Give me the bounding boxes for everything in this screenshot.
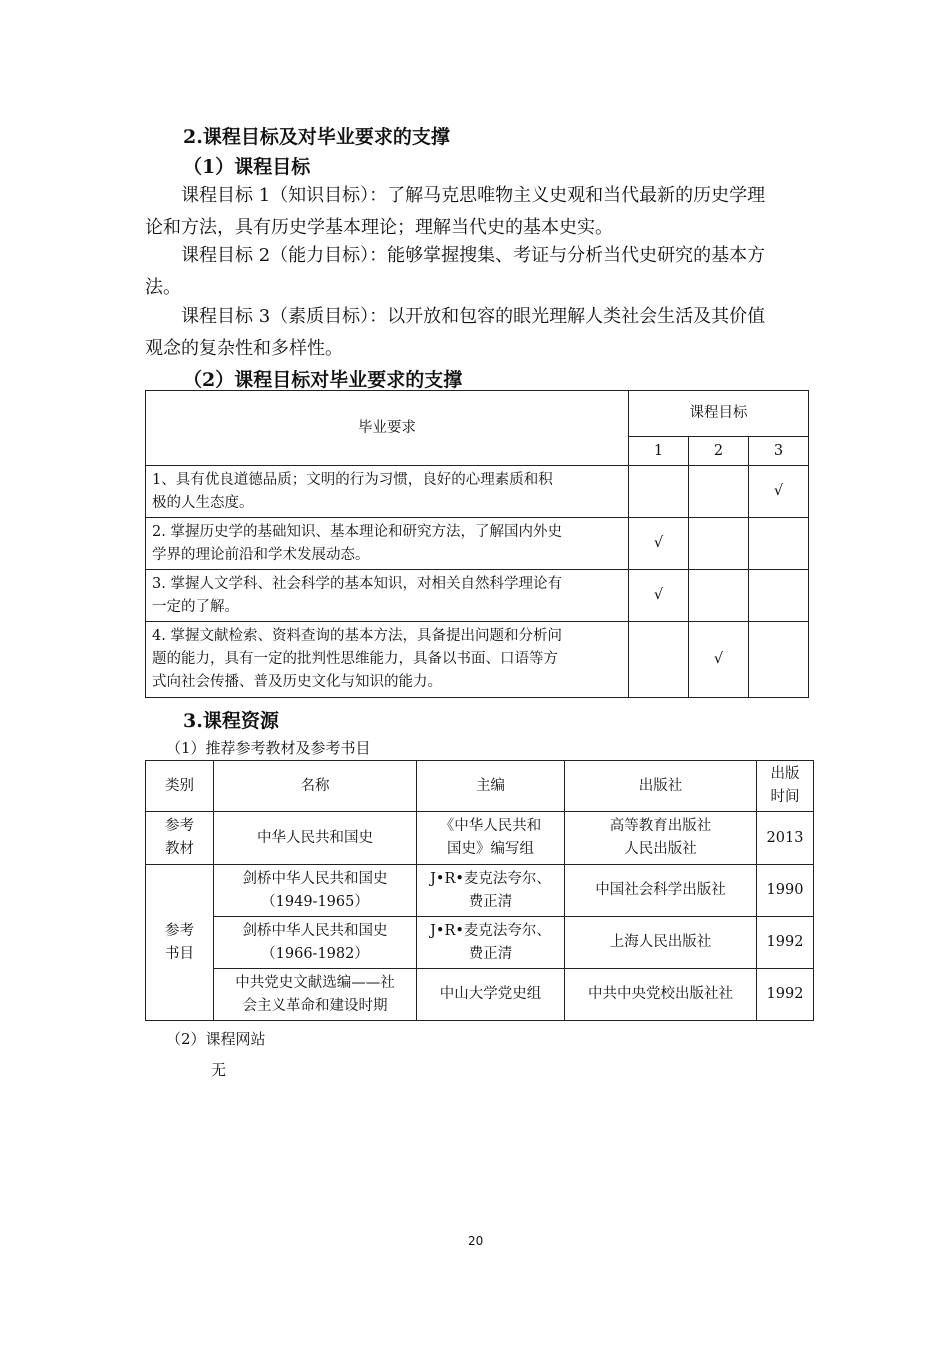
header-year — [757, 761, 814, 812]
name-line: 中共党史文献选编——社 — [235, 974, 395, 991]
goal-number-3: 3 — [749, 437, 809, 466]
table-row — [146, 622, 809, 698]
table-row — [146, 518, 809, 570]
requirement-text — [146, 518, 629, 570]
check-mark — [689, 570, 749, 622]
goal1-line1: 课程目标 1（知识目标）：了解马克思唯物主义史观和当代最新的历史学理 — [181, 185, 766, 206]
book-name — [214, 917, 417, 969]
table-row — [146, 812, 814, 865]
section-heading-course-resources: 3.课程资源 — [183, 710, 279, 732]
check-mark: √ — [749, 466, 809, 518]
category-line: 教材 — [165, 841, 194, 857]
check-mark — [749, 518, 809, 570]
subheading-reference-books: （1）推荐参考教材及参考书目 — [166, 739, 371, 757]
page-number: 20 — [468, 1234, 484, 1248]
requirement-text — [146, 622, 629, 698]
header-name: 名称 — [214, 761, 417, 812]
check-mark — [629, 622, 689, 698]
name-line: 剑桥中华人民共和国史 — [242, 870, 388, 887]
goal-number-1: 1 — [629, 437, 689, 466]
book-name — [214, 969, 417, 1021]
header-publisher: 出版社 — [565, 761, 757, 812]
requirement-line: 2. 掌握历史学的基础知识、基本理论和研究方法，了解国内外史 — [152, 523, 562, 540]
editor-line: 国史》编写组 — [447, 841, 534, 857]
header-graduation-requirement: 毕业要求 — [146, 391, 629, 466]
course-website-value: 无 — [211, 1061, 227, 1079]
check-mark — [629, 466, 689, 518]
book-editor — [417, 865, 565, 917]
category-cell — [146, 812, 214, 865]
book-editor — [417, 917, 565, 969]
category-line: 书目 — [165, 945, 194, 962]
name-line: 剑桥中华人民共和国史 — [242, 922, 388, 939]
goal1-line2: 论和方法，具有历史学基本理论；理解当代史的基本史实。 — [145, 217, 613, 238]
book-name: 中华人民共和国史 — [214, 812, 417, 865]
goal3-paragraph — [145, 301, 805, 365]
goal2-line1: 课程目标 2（能力目标）：能够掌握搜集、考证与分析当代史研究的基本方 — [181, 245, 766, 266]
name-line: （1966-1982） — [261, 945, 369, 962]
name-line: （1949-1965） — [261, 893, 369, 910]
check-mark — [749, 622, 809, 698]
header-category: 类别 — [146, 761, 214, 812]
requirement-line: 一定的了解。 — [152, 598, 239, 615]
subheading-course-goals: （1）课程目标 — [183, 156, 311, 178]
check-mark: √ — [629, 570, 689, 622]
editor-line: 费正清 — [468, 945, 513, 962]
header-editor: 主编 — [417, 761, 565, 812]
book-editor — [417, 812, 565, 865]
goal2-paragraph — [145, 240, 805, 304]
requirement-line: 3. 掌握人文学科、社会科学的基本知识，对相关自然科学理论有 — [152, 575, 562, 592]
header-course-goals: 课程目标 — [629, 391, 809, 437]
requirement-line: 题的能力，具有一定的批判性思维能力，具备以书面、口语等方 — [152, 651, 558, 667]
table-row — [146, 466, 809, 518]
header-year-line: 时间 — [770, 789, 800, 805]
book-year: 1992 — [757, 917, 814, 969]
book-publisher: 中国社会科学出版社 — [565, 865, 757, 917]
category-line: 参考 — [165, 818, 194, 834]
requirement-text — [146, 570, 629, 622]
goal1-paragraph — [145, 180, 805, 244]
publisher-line: 人民出版社 — [624, 841, 697, 857]
goal3-line2: 观念的复杂性和多样性。 — [145, 338, 343, 359]
book-editor: 中山大学党史组 — [417, 969, 565, 1021]
header-year-line: 出版 — [770, 766, 800, 782]
editor-line: J•R•麦克法夸尔、 — [430, 870, 551, 887]
section-heading-course-goals: 2.课程目标及对毕业要求的支撑 — [183, 126, 450, 148]
check-mark: √ — [689, 622, 749, 698]
category-cell — [146, 865, 214, 1021]
goal-number-2: 2 — [689, 437, 749, 466]
requirement-line: 1、具有优良道德品质；文明的行为习惯，良好的心理素质和积 — [152, 471, 553, 488]
editor-line: 费正清 — [468, 893, 513, 910]
goal-support-table — [145, 390, 809, 698]
table-row — [146, 969, 814, 1021]
requirement-line: 极的人生态度。 — [152, 494, 254, 511]
editor-line: J•R•麦克法夸尔、 — [430, 922, 551, 939]
check-mark — [689, 518, 749, 570]
requirement-text — [146, 466, 629, 518]
goal2-line2: 法。 — [145, 277, 181, 298]
book-publisher: 中共中央党校出版社社 — [565, 969, 757, 1021]
table-row — [146, 570, 809, 622]
book-year: 1992 — [757, 969, 814, 1021]
check-mark — [689, 466, 749, 518]
subheading-course-website: （2）课程网站 — [166, 1030, 266, 1048]
book-publisher: 上海人民出版社 — [565, 917, 757, 969]
requirement-line: 4. 掌握文献检索、资料查询的基本方法，具备提出问题和分析问 — [152, 628, 562, 644]
category-line: 参考 — [165, 922, 194, 939]
name-line: 会主义革命和建设时期 — [242, 997, 388, 1014]
book-year: 2013 — [757, 812, 814, 865]
publisher-line: 高等教育出版社 — [609, 818, 712, 834]
table-row — [146, 917, 814, 969]
book-year: 1990 — [757, 865, 814, 917]
subheading-goal-support: （2）课程目标对毕业要求的支撑 — [183, 369, 463, 391]
check-mark — [749, 570, 809, 622]
check-mark: √ — [629, 518, 689, 570]
book-name — [214, 865, 417, 917]
requirement-line: 学界的理论前沿和学术发展动态。 — [152, 546, 370, 563]
requirement-line: 式向社会传播、普及历史文化与知识的能力。 — [152, 674, 442, 690]
table-row — [146, 865, 814, 917]
book-publisher — [565, 812, 757, 865]
goal3-line1: 课程目标 3（素质目标）：以开放和包容的眼光理解人类社会生活及其价值 — [181, 306, 766, 327]
editor-line: 《中华人民共和 — [439, 818, 542, 834]
resource-table — [145, 760, 814, 1021]
